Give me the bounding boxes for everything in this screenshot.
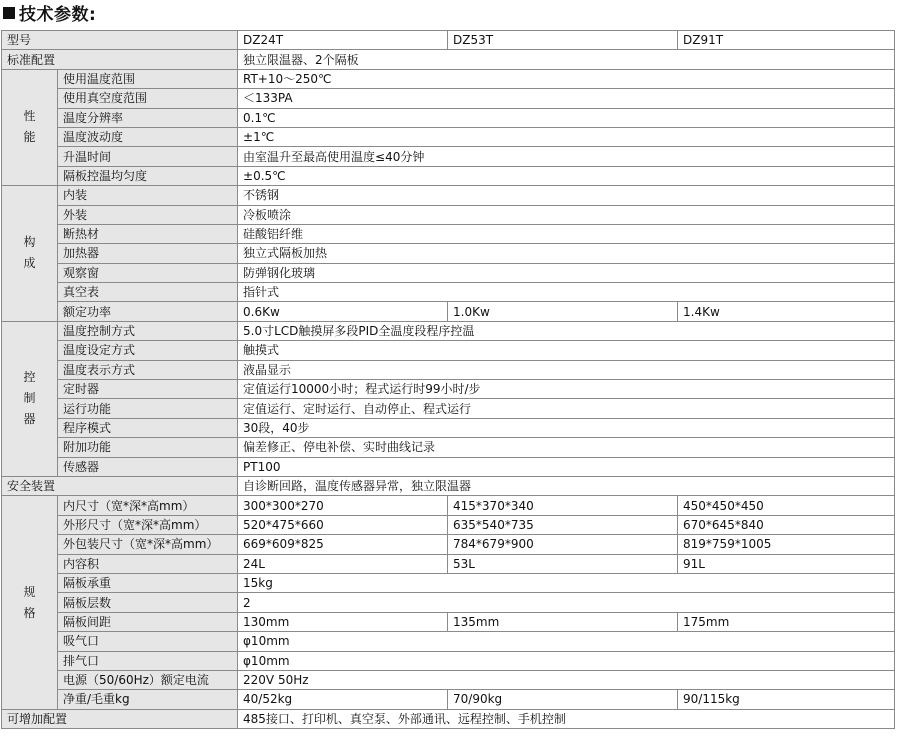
table-row xyxy=(2,651,895,670)
row-value: 偏差修正、停电补偿、实时曲线记录 xyxy=(238,438,895,457)
group-label-performance: 性能 xyxy=(2,69,58,185)
table-row xyxy=(2,69,895,88)
table-row xyxy=(2,380,895,399)
group-label-structure: 构成 xyxy=(2,186,58,322)
row-value: 53L xyxy=(448,554,678,573)
row-label: 温度分辨率 xyxy=(58,108,238,127)
row-label: 净重/毛重kg xyxy=(58,690,238,709)
row-value: 定值运行10000小时；程式运行时99小时/步 xyxy=(238,380,895,399)
row-label: 温度控制方式 xyxy=(58,321,238,340)
row-value: 1.4Kw xyxy=(678,302,895,321)
row-value: 不锈钢 xyxy=(238,186,895,205)
row-value: 220V 50Hz xyxy=(238,670,895,689)
table-row xyxy=(2,690,895,709)
row-value: 819*759*1005 xyxy=(678,535,895,554)
row-label: 真空表 xyxy=(58,283,238,302)
model-name: DZ24T xyxy=(238,31,448,50)
table-row xyxy=(2,438,895,457)
spec-table xyxy=(1,30,895,729)
row-label: 升温时间 xyxy=(58,147,238,166)
row-value: 669*609*825 xyxy=(238,535,448,554)
row-label: 温度波动度 xyxy=(58,127,238,146)
table-row xyxy=(2,593,895,612)
table-row xyxy=(2,612,895,631)
table-row xyxy=(2,302,895,321)
row-value: 40/52kg xyxy=(238,690,448,709)
row-value: 触摸式 xyxy=(238,341,895,360)
table-row xyxy=(2,321,895,340)
row-label: 温度设定方式 xyxy=(58,341,238,360)
table-row xyxy=(2,554,895,573)
table-row xyxy=(2,108,895,127)
row-label: 外装 xyxy=(58,205,238,224)
model-name: DZ53T xyxy=(448,31,678,50)
model-label: 型号 xyxy=(2,31,238,50)
row-value: ±0.5℃ xyxy=(238,166,895,185)
table-row xyxy=(2,496,895,515)
row-label: 观察窗 xyxy=(58,263,238,282)
row-value: 硅酸铝纤维 xyxy=(238,224,895,243)
row-label: 隔板层数 xyxy=(58,593,238,612)
table-row xyxy=(2,186,895,205)
row-value: 175mm xyxy=(678,612,895,631)
row-label: 使用真空度范围 xyxy=(58,89,238,108)
table-row xyxy=(2,399,895,418)
row-label: 可增加配置 xyxy=(2,709,238,728)
row-value: 15kg xyxy=(238,573,895,592)
row-value: 91L xyxy=(678,554,895,573)
table-row xyxy=(2,632,895,651)
table-row xyxy=(2,670,895,689)
row-value: 135mm xyxy=(448,612,678,631)
row-value: 液晶显示 xyxy=(238,360,895,379)
table-row xyxy=(2,360,895,379)
row-value: 2 xyxy=(238,593,895,612)
row-label: 加热器 xyxy=(58,244,238,263)
row-value: 784*679*900 xyxy=(448,535,678,554)
row-value: 冷板喷涂 xyxy=(238,205,895,224)
section-heading xyxy=(3,2,96,28)
table-row xyxy=(2,224,895,243)
table-row xyxy=(2,244,895,263)
row-value: RT+10～250℃ xyxy=(238,69,895,88)
row-value: φ10mm xyxy=(238,651,895,670)
table-row xyxy=(2,515,895,534)
table-row xyxy=(2,476,895,495)
row-label: 内尺寸（宽*深*高mm） xyxy=(58,496,238,515)
row-label: 断热材 xyxy=(58,224,238,243)
row-value: 130mm xyxy=(238,612,448,631)
model-name: DZ91T xyxy=(678,31,895,50)
row-value: 300*300*270 xyxy=(238,496,448,515)
row-value: 30段，40步 xyxy=(238,418,895,437)
row-label: 标准配置 xyxy=(2,50,238,69)
row-value: 520*475*660 xyxy=(238,515,448,534)
row-label: 额定功率 xyxy=(58,302,238,321)
row-value: 指针式 xyxy=(238,283,895,302)
table-row xyxy=(2,457,895,476)
row-label: 外包装尺寸（宽*深*高mm） xyxy=(58,535,238,554)
row-label: 隔板间距 xyxy=(58,612,238,631)
row-value: 90/115kg xyxy=(678,690,895,709)
row-value: ±1℃ xyxy=(238,127,895,146)
row-label: 内容积 xyxy=(58,554,238,573)
row-value: 由室温升至最高使用温度≤40分钟 xyxy=(238,147,895,166)
row-label: 外形尺寸（宽*深*高mm） xyxy=(58,515,238,534)
row-label: 安全装置 xyxy=(2,476,238,495)
row-value: 635*540*735 xyxy=(448,515,678,534)
table-row xyxy=(2,418,895,437)
row-value: 415*370*340 xyxy=(448,496,678,515)
row-label: 隔板承重 xyxy=(58,573,238,592)
row-value: 0.6Kw xyxy=(238,302,448,321)
row-value: 485接口、打印机、真空泵、外部通讯、远程控制、手机控制 xyxy=(238,709,895,728)
table-row xyxy=(2,263,895,282)
row-label: 隔板控温均匀度 xyxy=(58,166,238,185)
table-row xyxy=(2,535,895,554)
row-value: 670*645*840 xyxy=(678,515,895,534)
row-label: 传感器 xyxy=(58,457,238,476)
heading-text: 技术参数: xyxy=(19,5,97,25)
row-value: 450*450*450 xyxy=(678,496,895,515)
row-label: 定时器 xyxy=(58,380,238,399)
row-value: 独立限温器、2个隔板 xyxy=(238,50,895,69)
row-value: 1.0Kw xyxy=(448,302,678,321)
black-square-icon xyxy=(3,7,15,19)
row-label: 使用温度范围 xyxy=(58,69,238,88)
table-row xyxy=(2,283,895,302)
table-row xyxy=(2,709,895,728)
row-label: 温度表示方式 xyxy=(58,360,238,379)
table-row xyxy=(2,31,895,50)
row-label: 内装 xyxy=(58,186,238,205)
table-row xyxy=(2,205,895,224)
row-value: PT100 xyxy=(238,457,895,476)
table-row xyxy=(2,89,895,108)
row-value: 防弹钢化玻璃 xyxy=(238,263,895,282)
group-label-spec: 规格 xyxy=(2,496,58,709)
row-value: 70/90kg xyxy=(448,690,678,709)
table-row xyxy=(2,127,895,146)
row-value: 5.0寸LCD触摸屏多段PID全温度段程序控温 xyxy=(238,321,895,340)
table-row xyxy=(2,50,895,69)
row-value: φ10mm xyxy=(238,632,895,651)
row-value: 独立式隔板加热 xyxy=(238,244,895,263)
table-row xyxy=(2,147,895,166)
group-label-controller: 控制器 xyxy=(2,321,58,476)
row-label: 运行功能 xyxy=(58,399,238,418)
row-value: 自诊断回路，温度传感器异常，独立限温器 xyxy=(238,476,895,495)
table-row xyxy=(2,341,895,360)
row-value: ＜133PA xyxy=(238,89,895,108)
row-label: 电源（50/60Hz）额定电流 xyxy=(58,670,238,689)
table-row xyxy=(2,573,895,592)
table-row xyxy=(2,166,895,185)
row-value: 24L xyxy=(238,554,448,573)
row-label: 吸气口 xyxy=(58,632,238,651)
row-value: 定值运行、定时运行、自动停止、程式运行 xyxy=(238,399,895,418)
row-label: 排气口 xyxy=(58,651,238,670)
row-value: 0.1℃ xyxy=(238,108,895,127)
row-label: 程序模式 xyxy=(58,418,238,437)
row-label: 附加功能 xyxy=(58,438,238,457)
